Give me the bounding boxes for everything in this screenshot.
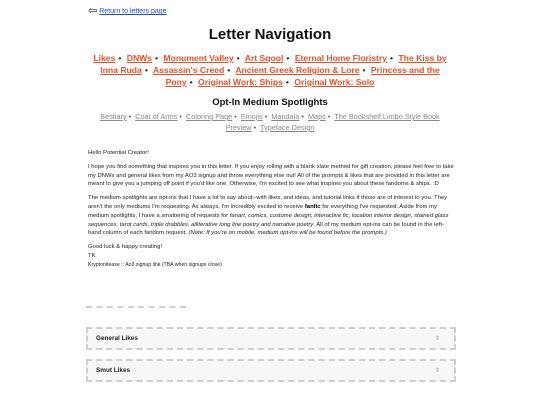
spotlight-link-mandala[interactable]: Mandala [271, 112, 300, 121]
fandom-link-original-work-ships[interactable]: Original Work: Ships [198, 77, 283, 87]
spotlight-link-bestiary[interactable]: Bestiary [100, 112, 127, 121]
bullet-separator: • [327, 112, 331, 121]
spotlight-link-coloring-page[interactable]: Coloring Page [186, 112, 233, 121]
spotlight-link-emojis[interactable]: Emojis [240, 112, 263, 121]
back-arrow-icon[interactable]: ⇦ [88, 5, 98, 17]
bullet-separator: • [128, 112, 132, 121]
bullet-separator: • [155, 53, 159, 63]
spotlight-link-coat-of-arms[interactable]: Coat of Arms [135, 112, 178, 121]
bullet-separator: • [179, 112, 182, 121]
spotlights-nav [86, 111, 454, 133]
spotlights-heading: Opt-In Medium Spotlights [212, 97, 328, 108]
back-nav [88, 6, 167, 17]
paragraph-text: The medium spotlights are opt-ins that I have a lot to say about--with likes, and ideas, and tutorial links if those are of interest to you. They aren't the only mediums I'm requesting. As always, I'm incredibly excited to receive [88, 195, 448, 210]
bullet-separator: • [286, 53, 290, 63]
fandom-link-princess-and-the-pony[interactable]: Princess and the Pony [165, 65, 440, 87]
signup-link-text: Kryptonitease :: Ao3 signup link (TBA when signups close) [88, 261, 222, 268]
bullet-separator: • [301, 112, 304, 121]
fandom-link-assassins-creed[interactable]: Assassin's Creed [152, 65, 225, 75]
spotlight-link-bookshelf-limbo[interactable]: The Bookshelf Limbo Style Book Preview [225, 112, 440, 132]
letter-signature: TK [88, 252, 96, 259]
accordion-general-likes[interactable] [86, 327, 456, 350]
divider [86, 306, 186, 308]
spotlight-link-typeface-design[interactable]: Typeface Design [260, 123, 315, 132]
accordion-label: General Likes [96, 335, 138, 342]
bullet-separator: • [189, 77, 193, 87]
fandom-link-original-work-solo[interactable]: Original Work: Solo [294, 77, 375, 87]
fandom-nav [86, 52, 454, 88]
fandom-link-eternal-home-floristry[interactable]: Eternal Home Floristry [294, 53, 387, 63]
fandom-link-the-kiss[interactable]: The Kiss by Inna Ruda [100, 53, 447, 75]
bullet-separator: • [227, 65, 231, 75]
fandom-link-art-sqool[interactable]: Art Sqool [244, 53, 284, 63]
letter-closing: Good luck & happy creating! [88, 244, 163, 251]
paragraph-text: . All of my medium opt-ins can be found in the left-hand column of each fandom request. [88, 221, 444, 237]
paragraph-bold-text: fanfic [304, 203, 321, 210]
accordion-smut-likes[interactable] [86, 359, 456, 382]
fandom-link-ancient-greek-religion[interactable]: Ancient Greek Religion & Lore [235, 65, 360, 75]
bullet-separator: • [264, 112, 268, 121]
mobile-note: (Note: If you're on mobile, medium opt-ins will be found before the prompts.) [188, 230, 387, 237]
fandom-link-dnws[interactable]: DNWs [126, 53, 153, 63]
bullet-separator: • [362, 65, 366, 75]
bullet-separator: • [234, 112, 237, 121]
fandom-link-likes[interactable]: Likes [93, 53, 116, 63]
paragraph-italic-text: fanart, comics, costume design, interactive fic, location interior design, stained glass sequences, tarot cards, triple drabbles, alliterative long line poetry and narrative poetry [88, 212, 449, 228]
bullet-separator: • [144, 65, 148, 75]
bullet-separator: • [118, 53, 122, 63]
bullet-separator: • [390, 53, 394, 63]
bullet-separator: • [285, 77, 289, 87]
letter-greeting: Hello Potential Creator! [88, 150, 149, 156]
return-to-letters-link[interactable]: Return to letters page [99, 8, 167, 15]
accordion-label: Smut Likes [96, 367, 131, 374]
expand-icon: ⇕ [434, 336, 440, 342]
spotlight-link-maps[interactable]: Maps [307, 112, 326, 121]
paragraph-text: for everything I've requested. Aside from my medium spotlights, I have a smattering of requests for [88, 203, 437, 219]
letter-paragraph-spotlights [88, 194, 456, 238]
expand-icon: ⇕ [434, 368, 440, 374]
bullet-separator: • [236, 53, 240, 63]
page-title: Letter Navigation [208, 26, 332, 43]
letter-body [88, 149, 456, 270]
bullet-separator: • [253, 123, 257, 132]
letter-paragraph-intro: I hope you find something that inspires you in this letter. If you enjoy rolling with a blank slate method for gift creation, please feel free to take my DNWs and general likes from my AO3 signup and throw everything else out! All of the prompts & likes that are provided in this letter are meant to give you a jumping off point if you'd like one. Otherwise, I'm excited to see what inspires you about these fandoms & ships. :D [88, 163, 454, 188]
fandom-link-monument-valley[interactable]: Monument Valley [163, 53, 234, 63]
